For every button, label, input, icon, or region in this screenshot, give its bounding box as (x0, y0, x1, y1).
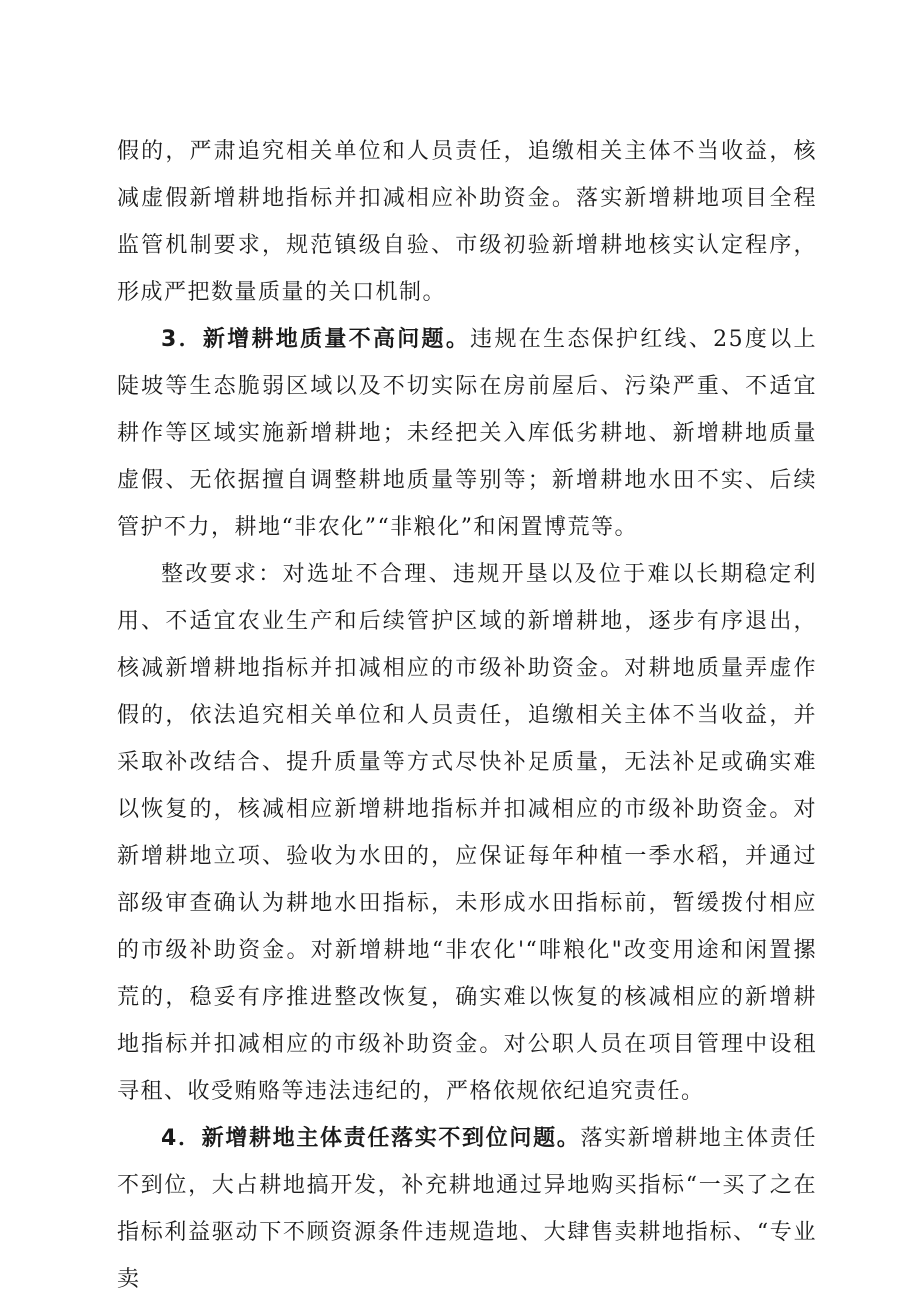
paragraph-text: 落实新增耕地主体责任不到位，大占耕地搞开发，补充耕地通过异地购买指标“一买了之在指标利益驱动下不顾资源条件违规造地、大肆售卖耕地指标、“专业卖 (117, 1126, 817, 1292)
item-4-heading: 4．新增耕地主体责任落实不到位问题。 (161, 1126, 581, 1151)
document-body (117, 128, 817, 1303)
paragraph-item-3 (117, 316, 817, 551)
paragraph-text: 假的，严肃追究相关单位和人员责任，追缴相关主体不当收益，核减虚假新增耕地指标并扣减相应补助资金。落实新增耕地项目全程监管机制要求，规范镇级自验、市级初验新增耕地核实认定程序，形成严把数量质量的关口机制。 (117, 139, 817, 305)
item-3-heading: 3．新增耕地质量不高问题。 (161, 327, 471, 352)
paragraph-text: 违规在生态保护红线、25度以上陡坡等生态脆弱区域以及不切实际在房前屋后、污染严重、不适宜耕作等区域实施新增耕地；未经把关入库低劣耕地、新增耕地质量虚假、无依据擅自调整耕地质量等别等；新增耕地水田不实、后续管护不力，耕地“非农化”“非粮化”和闲置博荒等。 (117, 327, 817, 540)
paragraph-item-4 (117, 1115, 817, 1303)
paragraph-rectification-requirements (117, 551, 817, 1115)
paragraph-text: 整改要求：对选址不合理、违规开垦以及位于难以长期稳定利用、不适宜农业生产和后续管护区域的新增耕地，逐步有序退出，核减新增耕地指标并扣减相应的市级补助资金。对耕地质量弄虚作假的，依法追究相关单位和人员责任，追缴相关主体不当收益，并采取补改结合、提升质量等方式尽快补足质量，无法补足或确实难以恢复的，核减相应新增耕地指标并扣减相应的市级补助资金。对新增耕地立项、验收为水田的，应保证每年种植一季水稻，并通过部级审查确认为耕地水田指标，未形成水田指标前，暂缓拨付相应的市级补助资金。对新增耕地“非农化'“啡粮化"改变用途和闲置摞荒的，稳妥有序推进整改恢复，确实难以恢复的核减相应的新增耕地指标并扣减相应的市级补助资金。对公职人员在项目管理中设租寻租、收受贿赂等违法违纪的，严格依规依纪追究责任。 (117, 562, 817, 1104)
paragraph-continuation (117, 128, 817, 316)
